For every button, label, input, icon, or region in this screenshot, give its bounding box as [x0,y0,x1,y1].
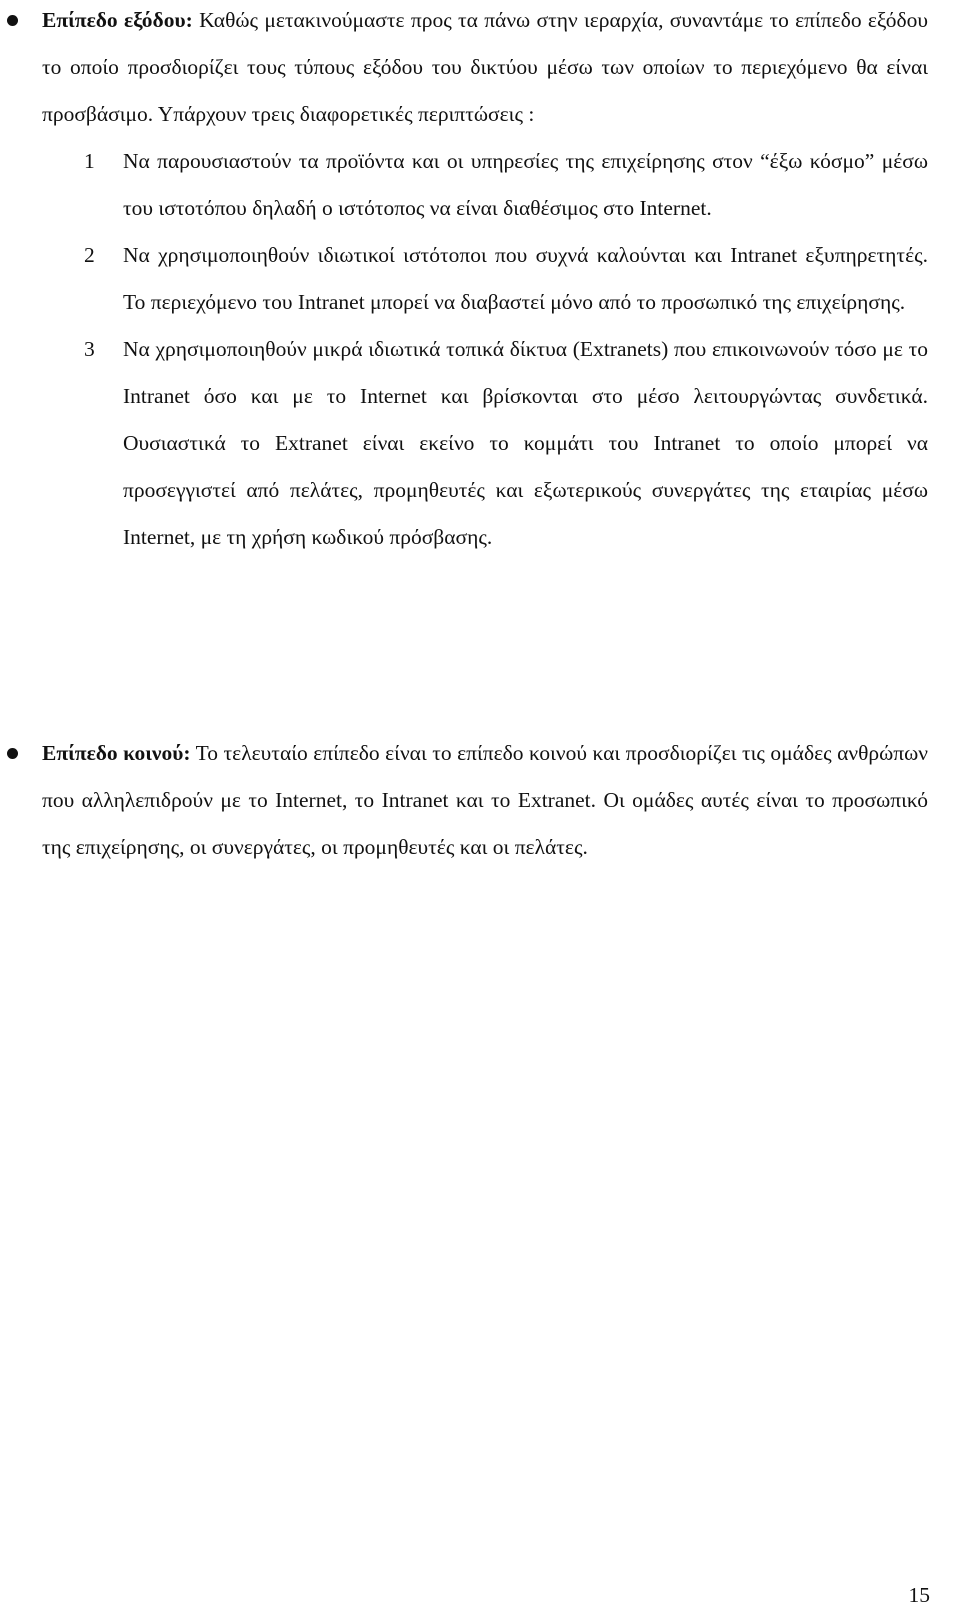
bullet-dot-icon [7,15,18,26]
list-item-text: Να χρησιμοποιηθούν μικρά ιδιωτικά τοπικά δίκτυα (Extranets) που επικοινωνούν τόσο με το Intranet όσο και με το Internet και βρίσκονται στο μέσο λειτουργώντας συνδετικά. Ουσιαστικά το Extranet είναι εκείνο το κομμάτι του Intranet το οποίο μπορεί να προσεγγιστεί από πελάτες, προμηθευτές και εξωτερικούς συνεργάτες της εταιρίας μέσω Internet, με τη χρήση κωδικού πρόσβασης. [123,337,928,549]
list-item-text: Να παρουσιαστούν τα προϊόντα και οι υπηρεσίες της επιχείρησης στον “έξω κόσμο” μέσω του ιστοτόπου δηλαδή ο ιστότοπος να είναι διαθέσιμος στο Internet. [123,149,928,220]
page-number: 15 [908,1583,930,1607]
list-item-text: Να χρησιμοποιηθούν ιδιωτικοί ιστότοποι που συχνά καλούνται και Intranet εξυπηρετητές. Το περιεχόμενο του Intranet μπορεί να διαβαστεί μόνο από το προσωπικό της επιχείρησης. [123,243,928,314]
bullet-output-level [42,0,928,561]
list-item [42,138,928,232]
bullet-text-audience: Το τελευταίο επίπεδο είναι το επίπεδο κοινού και προσδιορίζει τις ομάδες ανθρώπων που αλληλεπιδρούν με το Internet, το Intranet και το Extranet. Οι ομάδες αυτές είναι το προσωπικό της επιχείρησης, οι συνεργάτες, οι προμηθευτές και οι πελάτες. [42,741,928,859]
bullet-lead-audience: Επίπεδο κοινού: [42,741,191,765]
output-cases-list [42,138,928,561]
bullet-lead-output: Επίπεδο εξόδου: [42,8,193,32]
bullet-audience-level [42,730,928,871]
list-item-number: 2 [84,243,95,267]
list-item-number: 1 [84,149,95,173]
list-item-number: 3 [84,337,95,361]
list-item [42,232,928,326]
list-item [42,326,928,561]
bullet-dot-icon [7,748,18,759]
bullet-text-output: Καθώς μετακινούμαστε προς τα πάνω στην ιεραρχία, συναντάμε το επίπεδο εξόδου το οποίο προσδιορίζει τους τύπους εξόδου του δικτύου μέσω των οποίων το περιεχόμενο θα είναι προσβάσιμο. Υπάρχουν τρεις διαφορετικές περιπτώσεις : [42,8,928,126]
